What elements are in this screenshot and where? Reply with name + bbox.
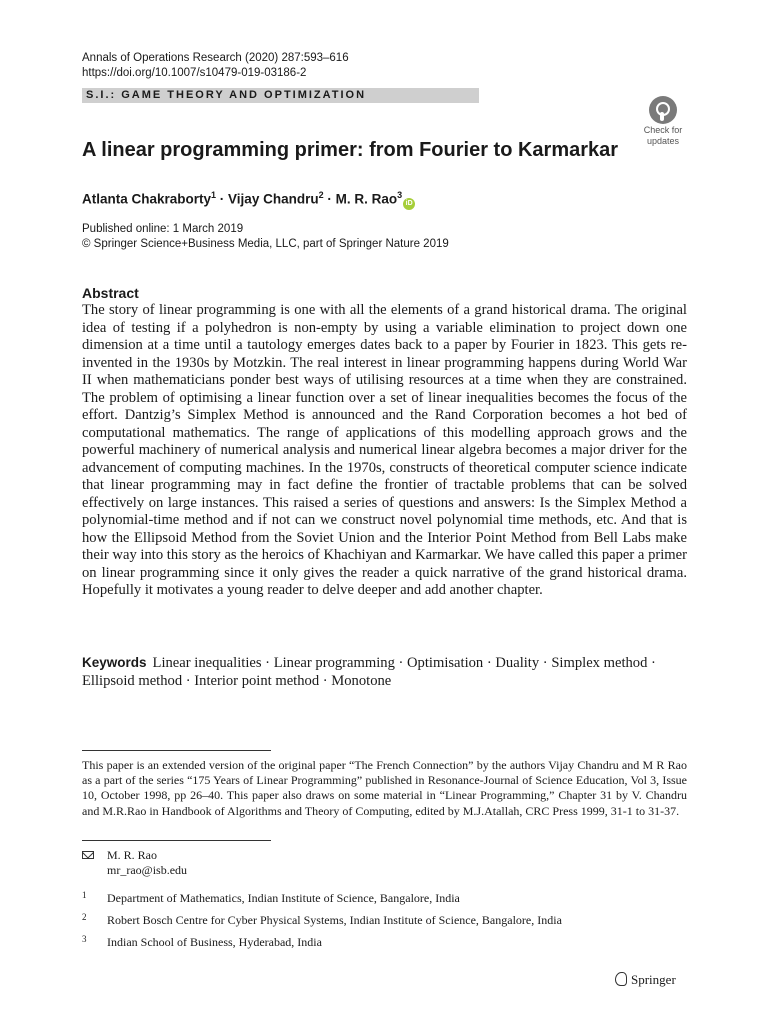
author-separator: ·: [323, 191, 336, 207]
author-affil-mark: 2: [318, 190, 324, 200]
check-updates-icon: [649, 96, 677, 124]
author-name: Vijay Chandru: [228, 191, 319, 207]
author-name: Atlanta Chakraborty: [82, 191, 212, 207]
copyright-notice: © Springer Science+Business Media, LLC, part of Springer Nature 2019: [82, 238, 449, 250]
keywords-heading: Keywords: [82, 655, 147, 670]
corresponding-author-email[interactable]: mr_rao@isb.edu: [107, 863, 188, 877]
author-list: [82, 186, 415, 210]
keywords-block: [82, 654, 687, 690]
affiliation-text: Department of Mathematics, Indian Institute of Science, Bangalore, India: [107, 891, 460, 905]
publisher-logo: [615, 972, 676, 988]
corresponding-author-name: M. R. Rao: [107, 848, 158, 862]
author-affil-mark: 3: [397, 190, 403, 200]
check-updates-line2: updates: [646, 136, 680, 146]
orcid-icon[interactable]: iD: [403, 198, 415, 210]
author-affil-mark: 1: [211, 190, 217, 200]
abstract-heading: Abstract: [82, 285, 139, 301]
publisher-name: Springer: [631, 972, 676, 987]
affiliation-text: Indian School of Business, Hyderabad, India: [107, 935, 322, 949]
footnote-text: This paper is an extended version of the original paper “The French Connection” by the authors Vijay Chandru and M R Rao as a part of the series “175 Years of Linear Programming” published in Resonance-Journal of Science Education, Vol 3, Issue 10, October 1998, pp 26–40. This paper also draws on some material in “Linear Programming,” Chapter 31 by V. Chandru and M.R.Rao in Handbook of Algorithms and Theory of Computing, edited by M.J.Atallah, CRC Press 1999, 31-1 to 31-37.: [82, 758, 687, 818]
check-updates-line1: Check for: [643, 125, 683, 135]
affiliation-number: 3: [82, 934, 87, 944]
author-name: M. R. Rao: [335, 191, 398, 207]
affiliation-text: Robert Bosch Centre for Cyber Physical Systems, Indian Institute of Science, Bangalore, India: [107, 913, 562, 927]
published-date: Published online: 1 March 2019: [82, 223, 244, 235]
footnote-divider: [82, 750, 271, 751]
paper-title: A linear programming primer: from Fourier to Karmarkar: [82, 139, 619, 161]
author-separator: ·: [216, 191, 229, 207]
keywords-list: Linear inequalities · Linear programming · Optimisation · Duality · Simplex method · Ellipsoid method · Interior point method · Monotone: [82, 655, 656, 689]
doi-link[interactable]: https://doi.org/10.1007/s10479-019-03186-2: [82, 67, 307, 79]
special-issue-banner: [82, 88, 479, 103]
abstract-text: The story of linear programming is one with all the elements of a grand historical drama. The original idea of testing if a polyhedron is non-empty by using a variable elimination to project down one dimension at a time until a tautology emerges dates back to a paper by Fourier in 1823. This gets re-invented in the 1930s by Motzkin. The real interest in linear programming happens during World War II when mathematicians ponder best ways of utilising resources at a time when they are constrained. The problem of optimising a linear function over a set of linear inequalities becomes the focus of the effort. Dantzig’s Simplex Method is announced and the Rand Corporation becomes a hot bed of computational mathematics. The range of applications of this modelling approach grows and the powerful machinery of numerical analysis and numerical linear algebra becomes a major driver for the advancement of computing machines. In the 1970s, constructs of theoretical computer science indicate that linear programming may in fact define the frontier of tractable problems that can be solved effectively on large instances. This raised a series of questions and answers: Is the Simplex Method a polynomial-time method and if not can we construct novel polynomial time methods, etc. And that is how the Ellipsoid Method from the Soviet Union and the Interior Point Method from Bell Labs make their way into this story as the heroics of Khachiyan and Karmarkar. We have called this paper a primer on linear programming since it only gives the reader a quick narrative of the grand historical drama. Hopefully it motivates a young reader to delve deeper and add another chapter.: [82, 302, 687, 598]
journal-citation: Annals of Operations Research (2020) 287:593–616: [82, 52, 349, 64]
envelope-icon: [82, 851, 94, 859]
correspondence-divider: [82, 840, 271, 841]
affiliation-number: 1: [82, 890, 87, 900]
check-for-updates-button[interactable]: [632, 96, 694, 144]
special-issue-label: S.I.: GAME THEORY AND OPTIMIZATION: [86, 89, 367, 101]
springer-horse-icon: [615, 972, 627, 986]
affiliation-number: 2: [82, 912, 87, 922]
